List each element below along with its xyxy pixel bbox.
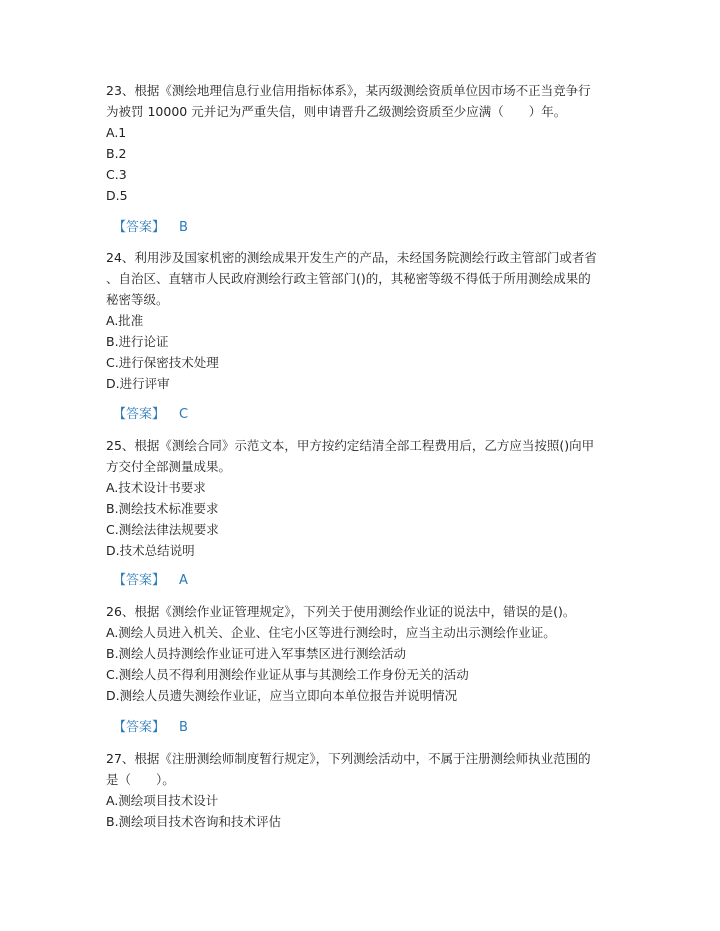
question-24 — [106, 247, 616, 394]
answer-24 — [113, 403, 188, 422]
answer-label: 【答案】 — [113, 720, 166, 735]
question-26 — [106, 601, 616, 706]
question-stem-line: 24、利用涉及国家机密的测绘成果开发生产的产品，未经国务院测绘行政主管部门或者省 — [106, 250, 597, 265]
question-stem-line: 秘密等级。 — [106, 292, 169, 307]
answer-23 — [113, 216, 188, 235]
question-stem-line: 、自治区、直辖市人民政府测绘行政主管部门()的，其秘密等级不得低于所用测绘成果的 — [106, 271, 591, 286]
answer-25 — [113, 569, 188, 588]
option-b: B.测绘技术标准要求 — [106, 501, 219, 516]
answer-value: A — [179, 573, 188, 588]
option-c: C.测绘法律法规要求 — [106, 522, 219, 537]
option-b: B.测绘人员持测绘作业证可进入军事禁区进行测绘活动 — [106, 646, 407, 661]
answer-value: B — [179, 220, 188, 235]
option-b: B.2 — [106, 146, 127, 161]
option-d: D.进行评审 — [106, 376, 170, 391]
answer-26 — [113, 716, 188, 735]
question-stem-line: 方交付全部测量成果。 — [106, 459, 232, 474]
option-a: A.测绘人员进入机关、企业、住宅小区等进行测绘时，应当主动出示测绘作业证。 — [106, 625, 556, 640]
answer-value: C — [179, 407, 189, 422]
option-b: B.进行论证 — [106, 334, 169, 349]
option-a: A.1 — [106, 125, 127, 140]
option-a: A.批准 — [106, 313, 144, 328]
option-d: D.5 — [106, 188, 128, 203]
question-stem-line: 为被罚 10000 元并记为严重失信，则申请晋升乙级测绘资质至少应满（ ）年。 — [106, 104, 567, 119]
question-25 — [106, 435, 616, 561]
option-c: C.进行保密技术处理 — [106, 355, 219, 370]
question-stem-line: 23、根据《测绘地理信息行业信用指标体系》，某丙级测绘资质单位因市场不正当竞争行 — [106, 83, 591, 98]
answer-label: 【答案】 — [113, 220, 166, 235]
question-27 — [106, 748, 616, 832]
question-stem-line: 27、根据《注册测绘师制度暂行规定》，下列测绘活动中，不属于注册测绘师执业范围的 — [106, 751, 591, 766]
question-stem-line: 26、根据《测绘作业证管理规定》，下列关于使用测绘作业证的说法中，错误的是()。 — [106, 604, 576, 619]
question-stem-line: 是（ ）。 — [106, 772, 175, 787]
option-d: D.测绘人员遗失测绘作业证，应当立即向本单位报告并说明情况 — [106, 688, 458, 703]
question-23 — [106, 80, 616, 206]
option-c: C.3 — [106, 167, 127, 182]
option-a: A.技术设计书要求 — [106, 480, 206, 495]
option-a: A.测绘项目技术设计 — [106, 793, 219, 808]
option-d: D.技术总结说明 — [106, 543, 195, 558]
option-b: B.测绘项目技术咨询和技术评估 — [106, 814, 282, 829]
question-stem-line: 25、根据《测绘合同》示范文本，甲方按约定结清全部工程费用后，乙方应当按照()向甲 — [106, 438, 595, 453]
answer-value: B — [179, 720, 188, 735]
option-c: C.测绘人员不得利用测绘作业证从事与其测绘工作身份无关的活动 — [106, 667, 469, 682]
answer-label: 【答案】 — [113, 407, 166, 422]
answer-label: 【答案】 — [113, 573, 166, 588]
